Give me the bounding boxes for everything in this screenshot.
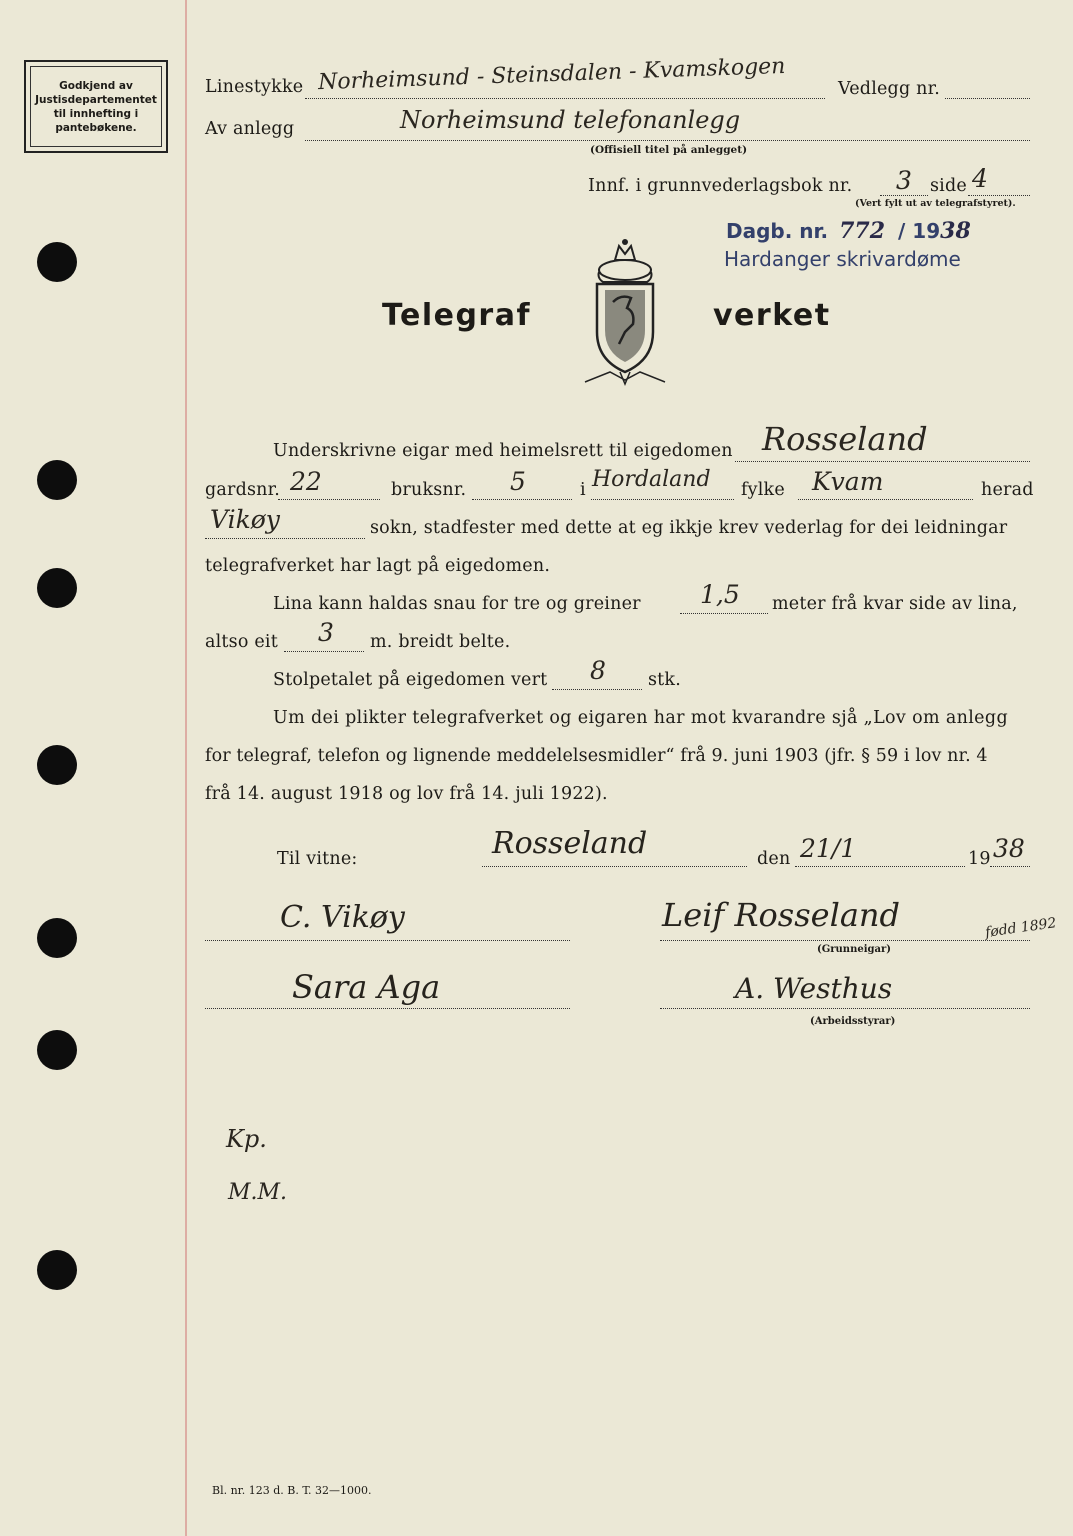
- sokn-value: Vikøy: [210, 505, 280, 534]
- av-anlegg-label: Av anlegg: [205, 119, 295, 139]
- linestykke-value: Norheimsund - Steinsdalen - Kvamskogen: [317, 53, 786, 96]
- herad-value: Kvam: [812, 467, 884, 496]
- stolpe-prefix: Stolpetalet på eigedomen vert: [273, 670, 548, 690]
- foreman-label: (Arbeidsstyrar): [810, 1016, 896, 1027]
- body-line3: telegrafverket har lagt på eigedomen.: [205, 556, 551, 576]
- dotted-line: [284, 651, 364, 652]
- dotted-line: [205, 538, 365, 539]
- dotted-line: [795, 866, 965, 867]
- punch-hole: [37, 460, 77, 500]
- innf-nr: 3: [896, 166, 912, 195]
- witness1-line: [205, 940, 570, 941]
- approval-line: pantebøkene.: [55, 122, 137, 134]
- approval-line: til innhefting i: [53, 108, 139, 120]
- owner-line: [660, 940, 1030, 941]
- official-title-note: (Offisiell titel på anlegget): [590, 144, 748, 156]
- punch-hole: [37, 568, 77, 608]
- foreman-signature: A. Westhus: [735, 972, 893, 1005]
- witness2-line: [205, 1008, 570, 1009]
- innf-label: Innf. i grunnvederlagsbok nr.: [588, 176, 853, 196]
- dotted-line: [278, 499, 380, 500]
- intro-text: Underskrivne eigar med heimelsrett til eigedomen: [273, 441, 733, 461]
- law-line3: frå 14. august 1918 og lov frå 14. juli 1922).: [205, 784, 608, 804]
- punch-hole: [37, 242, 77, 282]
- stolpe-suffix: stk.: [648, 670, 681, 690]
- dotted-line: [798, 499, 973, 500]
- dotted-line: [552, 689, 642, 690]
- dagb-year-prefix: 19: [912, 219, 941, 243]
- lina-text: Lina kann haldas snau for tre og greiner: [273, 594, 641, 614]
- eigedom-value: Rosseland: [762, 420, 928, 458]
- dotted-line: [680, 613, 768, 614]
- til-vitne-label: Til vitne:: [277, 849, 358, 869]
- punch-hole: [37, 918, 77, 958]
- av-anlegg-value: Norheimsund telefonanlegg: [400, 106, 741, 134]
- approval-line: Godkjend av: [59, 80, 133, 92]
- year-suffix: 38: [993, 834, 1025, 863]
- stolpe-value: 8: [590, 656, 606, 685]
- dotted-line: [482, 866, 747, 867]
- dotted-line: [990, 866, 1030, 867]
- owner-signature: Leif Rosseland: [662, 896, 900, 934]
- margin-line: [185, 0, 187, 1536]
- lina-value: 1,5: [700, 580, 740, 609]
- owner-note: fødd 1892: [984, 915, 1058, 941]
- date-value: 21/1: [800, 834, 857, 863]
- law-line2: for telegraf, telefon og lignende meddelelsesmidler“ frå 9. juni 1903 (jfr. § 59 i lov nr. 4: [205, 746, 988, 766]
- initials-mm: M.M.: [228, 1180, 288, 1205]
- approval-line: Justisdepartementet: [35, 94, 157, 106]
- office-stamp: Hardanger skrivardøme: [724, 247, 961, 271]
- fylke-value: Hordaland: [592, 467, 711, 492]
- side-label: side: [930, 176, 967, 196]
- altso-value: 3: [318, 618, 334, 647]
- vedlegg-label: Vedlegg nr.: [838, 79, 940, 99]
- dagb-label: Dagb. nr.: [726, 219, 829, 243]
- dotted-line: [305, 140, 1030, 141]
- title-left: Telegraf: [382, 298, 532, 333]
- punch-hole: [37, 745, 77, 785]
- place-value: Rosseland: [492, 826, 648, 861]
- altso-prefix: altso eit: [205, 632, 278, 652]
- foreman-line: [660, 1008, 1030, 1009]
- dotted-line: [945, 98, 1030, 99]
- herad-label: herad: [981, 480, 1034, 500]
- approval-box: [24, 60, 168, 153]
- altso-suffix: m. breidt belte.: [370, 632, 511, 652]
- dotted-line: [968, 195, 1030, 196]
- initials-kp: Kp.: [226, 1125, 267, 1153]
- den-label: den: [757, 849, 791, 869]
- year-prefix: 19: [968, 849, 991, 869]
- coat-of-arms-icon: [575, 232, 675, 392]
- dotted-line: [472, 499, 572, 500]
- innf-note: (Vert fylt ut av telegrafstyret).: [855, 198, 1016, 209]
- title-right: verket: [713, 298, 831, 333]
- dotted-line: [305, 98, 825, 99]
- dagb-number: 772: [839, 218, 886, 244]
- owner-label: (Grunneigar): [817, 944, 891, 955]
- punch-hole: [37, 1030, 77, 1070]
- law-line1: Um dei plikter telegrafverket og eigaren har mot kvarandre sjå „Lov om anlegg: [273, 708, 1008, 728]
- fylke-label: fylke: [741, 480, 785, 500]
- sokn-text: sokn, stadfester med dette at eg ikkje krev vederlag for dei leidningar: [370, 518, 1008, 538]
- form-number: Bl. nr. 123 d. B. T. 32—1000.: [212, 1484, 372, 1497]
- dagb-year-suffix: 38: [940, 218, 971, 244]
- witness1-signature: C. Vikøy: [280, 900, 405, 935]
- side-value: 4: [972, 164, 988, 193]
- bruksnr-value: 5: [510, 467, 526, 496]
- gardsnr-label: gardsnr.: [205, 480, 281, 500]
- bruksnr-label: bruksnr.: [391, 480, 467, 500]
- dotted-line: [735, 461, 1030, 462]
- punch-hole: [37, 1250, 77, 1290]
- linestykke-label: Linestykke: [205, 77, 304, 97]
- i-label: i: [580, 480, 586, 500]
- gardsnr-value: 22: [290, 467, 322, 496]
- lina-suffix: meter frå kvar side av lina,: [772, 594, 1018, 614]
- dotted-line: [880, 195, 928, 196]
- witness2-signature: Sara Aga: [292, 968, 441, 1006]
- dotted-line: [591, 499, 734, 500]
- dagb-stamp: Dagb. nr. 772 / 1938: [726, 218, 971, 244]
